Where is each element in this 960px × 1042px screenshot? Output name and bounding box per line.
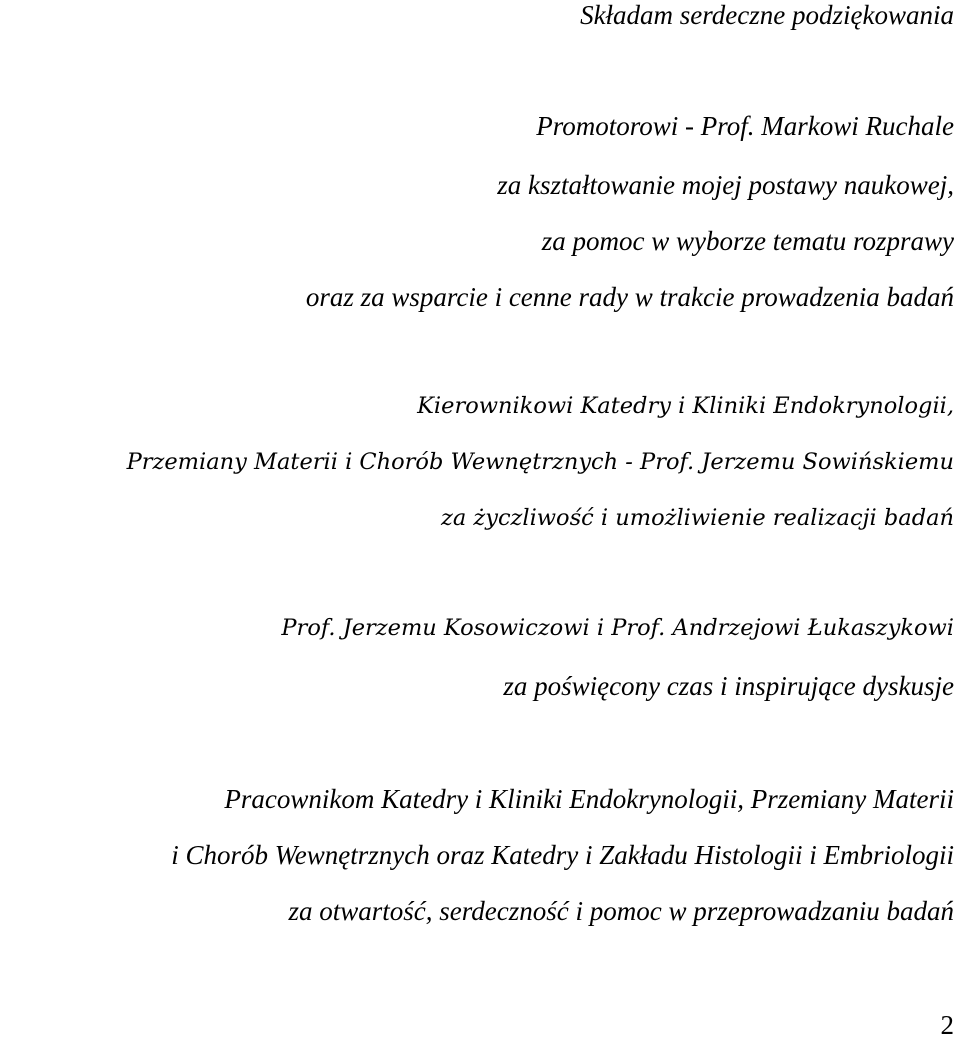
thanks-department-head-line-2: Przemiany Materii i Chorób Wewnętrznych - Prof. Jerzemu Sowińskiemu (126, 449, 954, 475)
thanks-supervisor-detail-1: za kształtowanie mojej postawy naukowej, (497, 170, 954, 200)
thanks-staff-line-1: Pracownikom Katedry i Kliniki Endokrynologii, Przemiany Materii (224, 784, 954, 814)
thanks-department-head-line-1: Kierownikowi Katedry i Kliniki Endokrynologii, (417, 393, 954, 419)
thanks-supervisor-line: Promotorowi - Prof. Markowi Ruchale (536, 111, 954, 141)
thanks-staff-detail: za otwartość, serdeczność i pomoc w przeprowadzaniu badań (288, 896, 954, 926)
thanks-staff-line-2: i Chorób Wewnętrznych oraz Katedry i Zakładu Histologii i Embriologii (171, 840, 954, 870)
page-number: 2 (940, 1010, 954, 1040)
thanks-supervisor-detail-2: za pomoc w wyborze tematu rozprawy (541, 226, 954, 256)
thanks-professors-detail: za poświęcony czas i inspirujące dyskusje (503, 671, 954, 701)
thanks-supervisor-detail-3: oraz za wsparcie i cenne rady w trakcie prowadzenia badań (305, 282, 954, 312)
acknowledgements-heading: Składam serdeczne podziękowania (580, 0, 954, 30)
thanks-department-head-detail: za życzliwość i umożliwienie realizacji badań (440, 505, 954, 531)
thanks-professors-line: Prof. Jerzemu Kosowiczowi i Prof. Andrzejowi Łukaszykowi (281, 615, 954, 641)
